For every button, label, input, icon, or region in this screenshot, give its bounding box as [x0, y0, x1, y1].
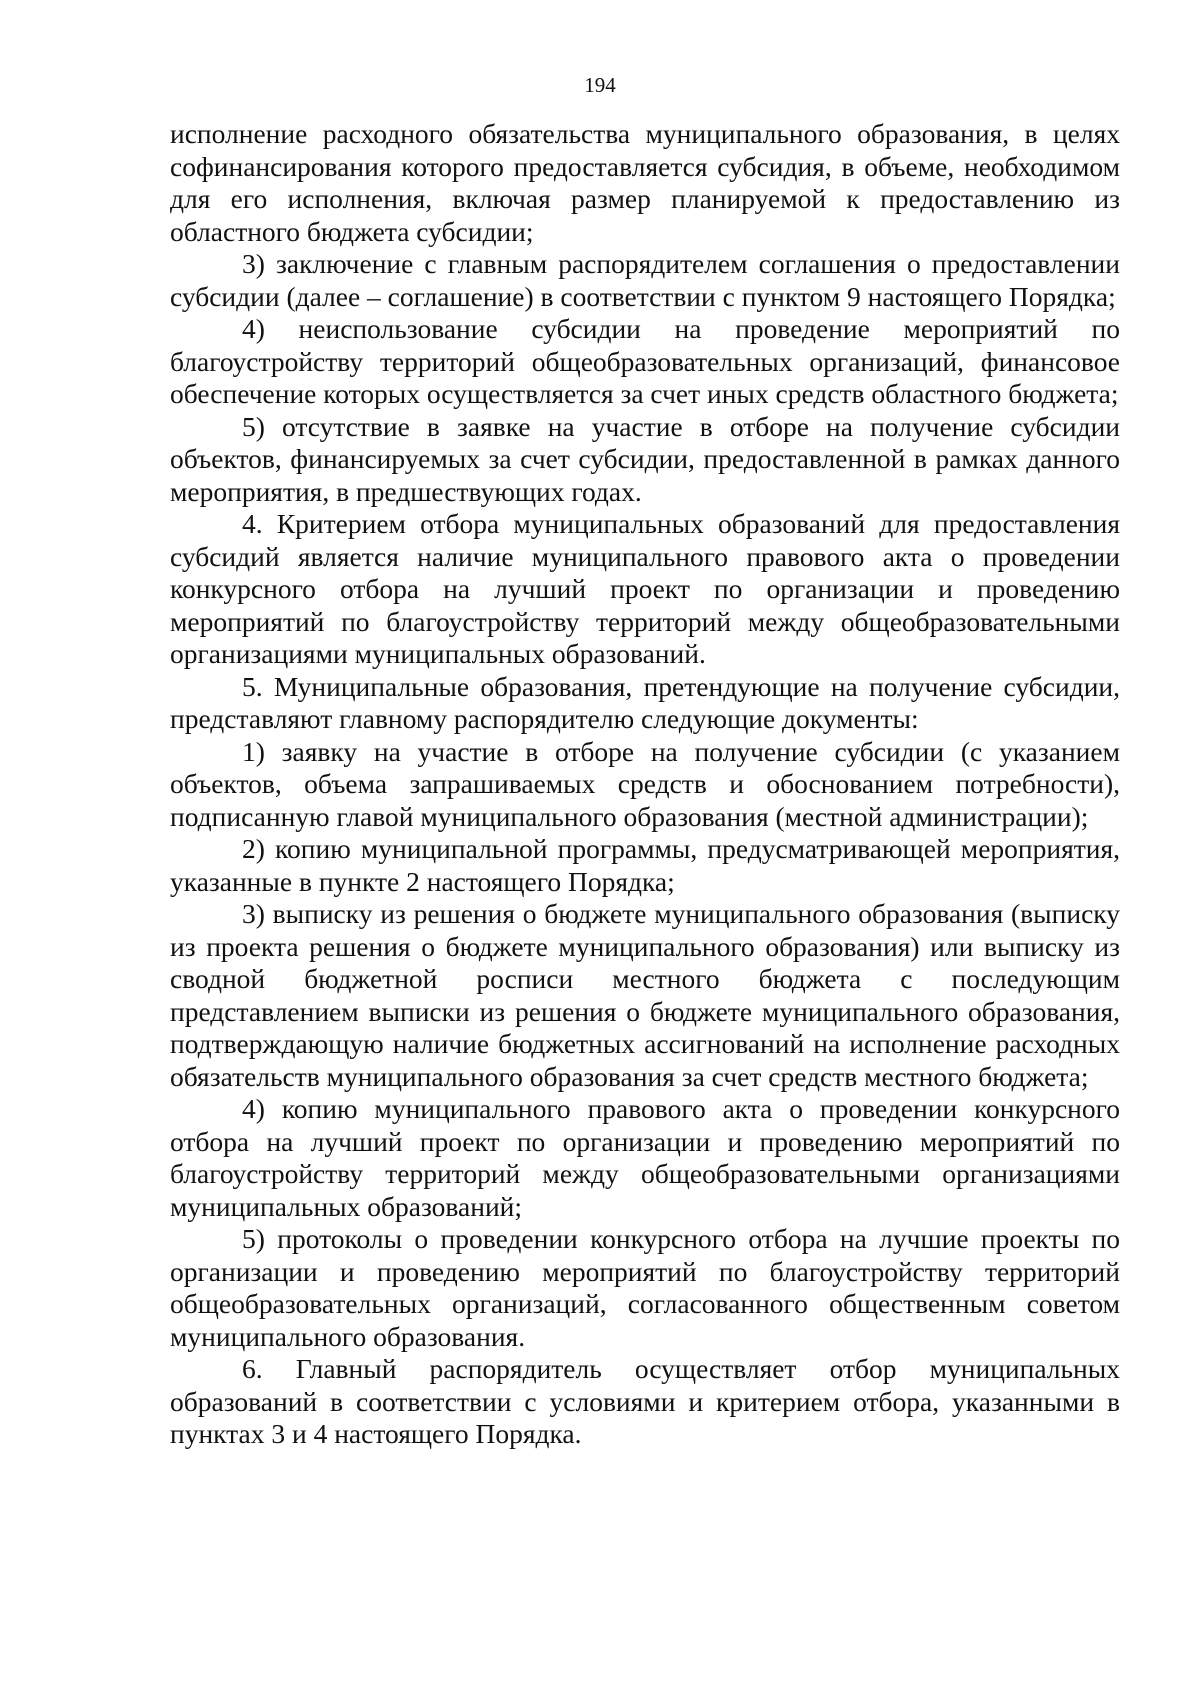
paragraph-item-4: 4) неиспользование субсидии на проведение мероприятий по благоустройству территорий общеобразовательных организаций, финансовое обеспечение которых осуществляется за счет иных средств областного бюджета; [170, 313, 1120, 409]
paragraph-item-3: 3) заключение с главным распорядителем соглашения о предоставлении субсидии (далее – соглашение) в соответствии с пунктом 9 настоящего Порядка; [170, 248, 1120, 312]
paragraph-continuation: исполнение расходного обязательства муниципального образования, в целях софинансирования которого предоставляется субсидия, в объеме, необходимом для его исполнения, включая размер планируемой к предоставлению из областного бюджета субсидии; [170, 118, 1120, 247]
paragraph-clause-5: 5. Муниципальные образования, претендующие на получение субсидии, представляют главному распорядителю следующие документы: [170, 670, 1120, 734]
paragraph-doc-4: 4) копию муниципального правового акта о проведении конкурсного отбора на лучший проект по организации и проведению мероприятий по благоустройству территорий между общеобразовательными организациями муниципальных образований; [170, 1093, 1120, 1222]
paragraph-doc-3: 3) выписку из решения о бюджете муниципального образования (выписку из проекта решения о бюджете муниципального образования) или выписку из сводной бюджетной росписи местного бюджета с последующим представлением выписки из решения о бюджете муниципального образования, подтверждающую наличие бюджетных ассигнований на исполнение расходных обязательств муниципального образования за счет средств местного бюджета; [170, 898, 1120, 1092]
paragraph-item-5: 5) отсутствие в заявке на участие в отборе на получение субсидии объектов, финансируемых за счет субсидии, предоставленной в рамках данного мероприятия, в предшествующих годах. [170, 410, 1120, 507]
page-number: 194 [584, 73, 616, 97]
paragraph-clause-4: 4. Критерием отбора муниципальных образований для предоставления субсидий является наличие муниципального правового акта о проведении конкурсного отбора на лучший проект по организации и проведению мероприятий по благоустройству территорий между общеобразовательными организациями муниципальных образований. [170, 508, 1120, 669]
paragraph-clause-6: 6. Главный распорядитель осуществляет отбор муниципальных образований в соответствии с условиями и критерием отбора, указанными в пунктах 3 и 4 настоящего Порядка. [170, 1353, 1120, 1449]
paragraph-doc-5: 5) протоколы о проведении конкурсного отбора на лучшие проекты по организации и проведению мероприятий по благоустройству территорий общеобразовательных организаций, согласованного общественным советом муниципального образования. [170, 1223, 1120, 1352]
paragraph-doc-2: 2) копию муниципальной программы, предусматривающей мероприятия, указанные в пункте 2 настоящего Порядка; [170, 833, 1120, 897]
document-body [170, 118, 1120, 1451]
paragraph-doc-1: 1) заявку на участие в отборе на получение субсидии (с указанием объектов, объема запрашиваемых средств и обоснованием потребности), подписанную главой муниципального образования (местной администрации); [170, 735, 1120, 832]
